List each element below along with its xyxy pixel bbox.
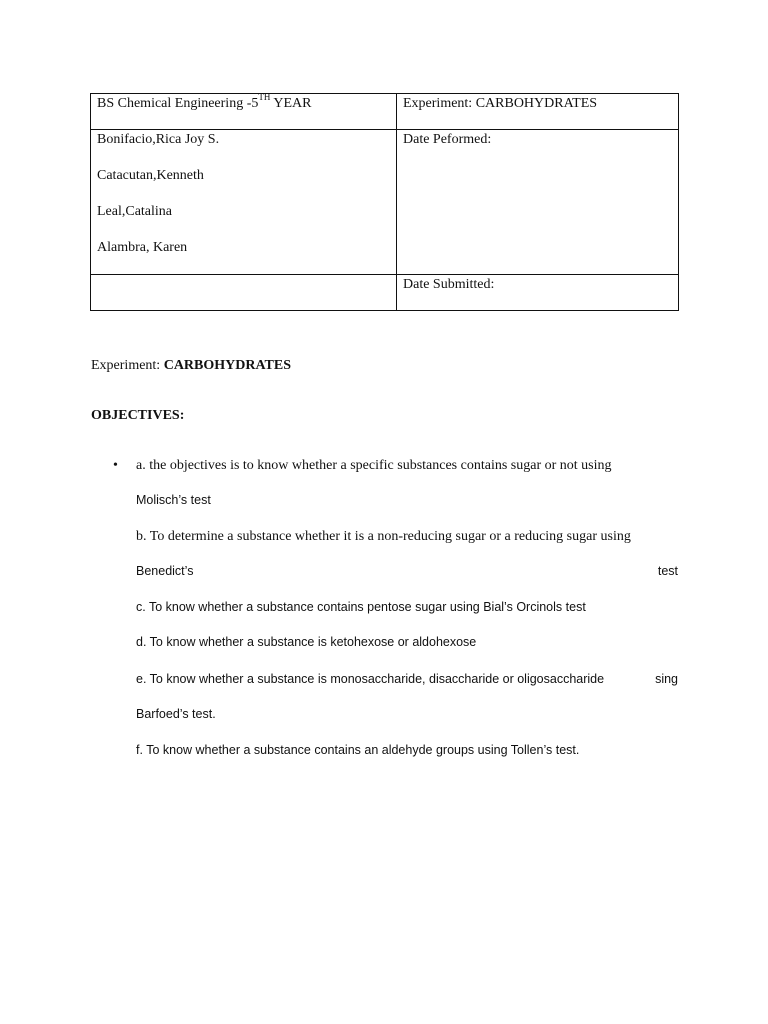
experiment-name: CARBOHYDRATES bbox=[163, 358, 292, 373]
objective-e-line-1 bbox=[136, 662, 678, 697]
objective-d: d. To know whether a substance is ketohexose or aldohexose bbox=[136, 635, 477, 649]
date-submitted-cell bbox=[397, 275, 679, 311]
program-year: YEAR bbox=[270, 96, 312, 111]
objective-e-line-1-right: sing bbox=[655, 672, 678, 686]
experiment-label: Experiment: bbox=[91, 358, 164, 373]
members-cell bbox=[91, 130, 397, 275]
empty-cell bbox=[91, 275, 397, 311]
experiment-cell bbox=[397, 94, 679, 130]
experiment-cell-text: Experiment: CARBOHYDRATES bbox=[403, 96, 598, 111]
bullet-icon: • bbox=[113, 458, 118, 473]
objectives-title: OBJECTIVES: bbox=[91, 408, 185, 423]
header-table bbox=[90, 93, 679, 311]
date-performed-cell bbox=[397, 130, 679, 275]
member-name: Bonifacio,Rica Joy S. bbox=[97, 132, 220, 147]
header-row-2 bbox=[91, 130, 679, 275]
member-name: Catacutan,Kenneth bbox=[97, 168, 204, 183]
objective-e-line-2: Barfoed’s test. bbox=[136, 707, 216, 721]
header-row-1 bbox=[91, 94, 679, 130]
objective-f: f. To know whether a substance contains an aldehyde groups using Tollen’s test. bbox=[136, 743, 580, 757]
date-submitted-label: Date Submitted: bbox=[403, 277, 495, 292]
objective-b-line-1: b. To determine a substance whether it is a non-reducing sugar or a reducing sugar using bbox=[136, 529, 631, 544]
program-text: BS Chemical Engineering -5 bbox=[97, 96, 259, 111]
objective-a-line-1: a. the objectives is to know whether a specific substances contains sugar or not using bbox=[136, 458, 612, 473]
program-cell bbox=[91, 94, 397, 130]
objective-b-line-2-left: Benedict’s bbox=[136, 564, 194, 578]
objective-b-line-2-right: test bbox=[657, 564, 678, 578]
objective-e-line-1-left: e. To know whether a substance is monosaccharide, disaccharide or oligosaccharide bbox=[136, 672, 605, 686]
experiment-heading bbox=[91, 358, 291, 374]
objective-c: c. To know whether a substance contains pentose sugar using Bial’s Orcinols test bbox=[136, 600, 586, 614]
date-performed-label: Date Peformed: bbox=[403, 132, 492, 147]
member-name: Leal,Catalina bbox=[97, 204, 173, 219]
objective-b-line-2 bbox=[136, 554, 678, 589]
program-superscript: TH bbox=[258, 92, 271, 103]
member-name: Alambra, Karen bbox=[97, 240, 188, 255]
objective-a-line-2: Molisch’s test bbox=[136, 493, 211, 507]
header-row-3 bbox=[91, 275, 679, 311]
